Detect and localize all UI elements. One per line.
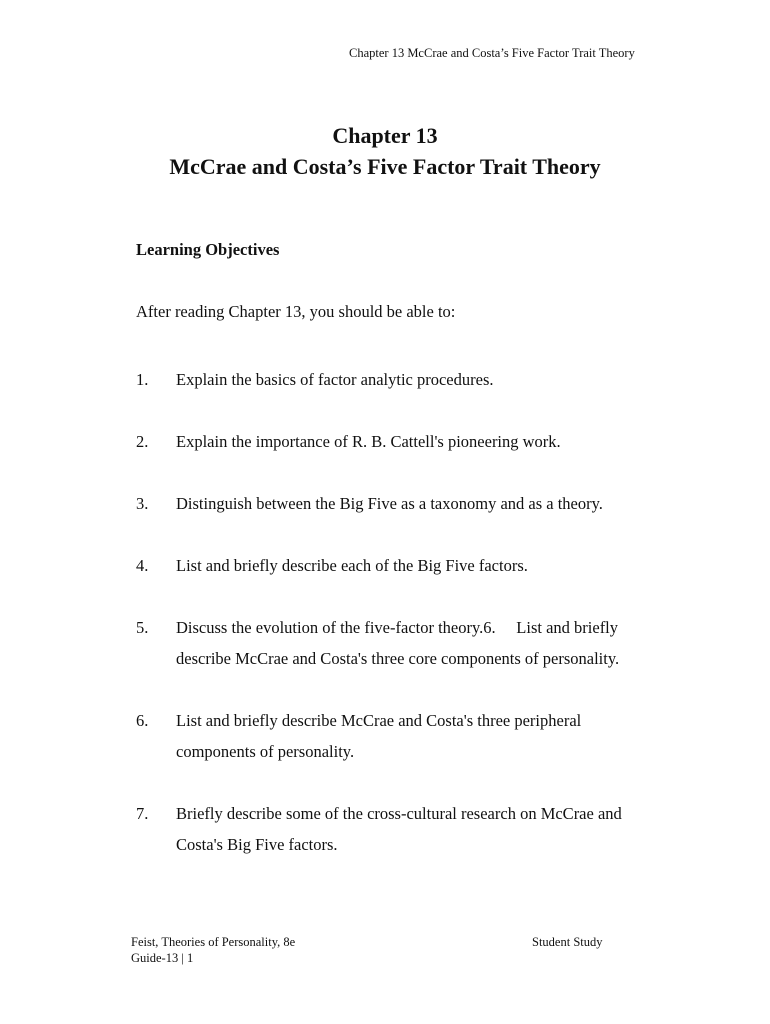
objective-number: 5.	[136, 618, 149, 637]
objective-text: Briefly describe some of the cross-cultural research on McCrae and Costa's Big Five factors.	[176, 804, 622, 854]
objective-item	[136, 550, 636, 581]
objective-text: Distinguish between the Big Five as a taxonomy and as a theory.	[176, 494, 603, 513]
footer-left	[131, 934, 331, 966]
objective-number: 1.	[136, 370, 149, 389]
objective-text: List and briefly describe each of the Big Five factors.	[176, 556, 528, 575]
objective-text: Explain the basics of factor analytic procedures.	[176, 370, 494, 389]
objective-number: 2.	[136, 432, 149, 451]
chapter-number: Chapter 13	[332, 123, 438, 148]
objective-number: 6.	[136, 711, 149, 730]
objective-text: List and briefly describe McCrae and Costa's three peripheral components of personality.	[176, 711, 582, 761]
objective-item	[136, 426, 636, 457]
chapter-title	[0, 120, 770, 182]
objective-number: 3.	[136, 494, 149, 513]
running-header: Chapter 13 McCrae and Costa’s Five Factor Trait Theory	[349, 46, 635, 60]
intro-text: After reading Chapter 13, you should be able to:	[136, 302, 456, 321]
objective-number: 7.	[136, 804, 149, 823]
chapter-name: McCrae and Costa’s Five Factor Trait Theory	[169, 154, 601, 179]
section-heading: Learning Objectives	[136, 240, 280, 259]
objective-item	[136, 488, 636, 519]
objective-item	[136, 364, 636, 395]
objective-text: Discuss the evolution of the five-factor theory.6. List and briefly describe McCrae and Costa's three core components of personality.	[176, 618, 623, 668]
footer-book-title: Feist, Theories of Personality, 8e	[131, 935, 296, 949]
objective-number: 4.	[136, 556, 149, 575]
footer-right: Student Study	[532, 935, 603, 949]
footer-page-number: Guide-13 | 1	[131, 951, 194, 965]
objective-item	[136, 798, 636, 860]
objectives-list	[136, 364, 636, 891]
objective-text: Explain the importance of R. B. Cattell's pioneering work.	[176, 432, 561, 451]
objective-item	[136, 612, 636, 674]
objective-item	[136, 705, 636, 767]
